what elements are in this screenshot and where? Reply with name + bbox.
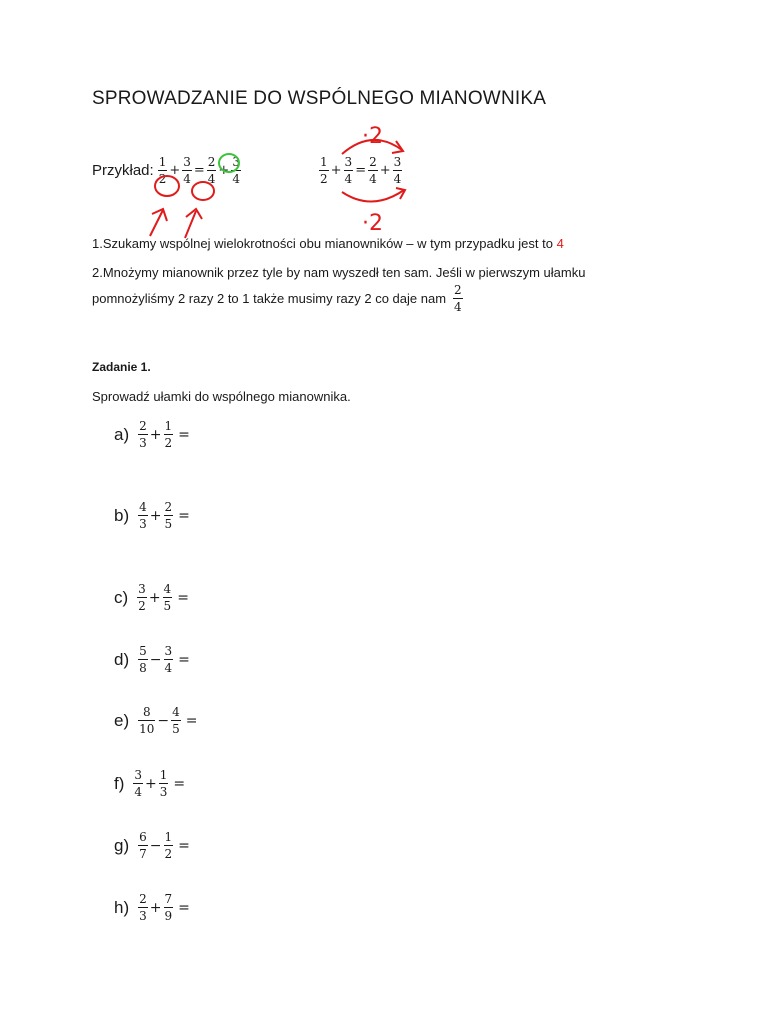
equals-sign: = [178,651,190,668]
fraction-denominator: 2 [320,172,328,186]
fraction-denominator: 4 [369,172,377,186]
equals-sign: = [178,426,190,443]
fraction-numerator: 3 [232,155,240,169]
fraction-numerator: 5 [139,644,147,658]
task-letter: d) [114,649,130,669]
fraction-denominator: 4 [393,172,402,186]
fraction-numerator: 7 [164,892,173,906]
fraction-denominator: 4 [454,300,462,314]
equals-sign: = [178,507,190,524]
fraction [368,156,378,185]
fraction-denominator: 4 [344,172,353,186]
fraction [393,156,403,185]
task-item [114,706,198,735]
fraction-denominator: 7 [139,847,147,861]
fraction-denominator: 2 [158,172,167,186]
fraction-denominator: 3 [139,517,147,531]
operator: + [218,163,230,178]
red-curve-arrow-top [342,140,402,154]
fraction-denominator: 5 [164,517,173,531]
fraction-denominator: 4 [134,785,143,799]
fraction-numerator: 2 [369,155,377,169]
fraction-numerator: 1 [158,155,167,169]
fraction-denominator: 8 [139,661,147,675]
equals-sign: = [185,712,198,729]
operator: = [355,163,367,178]
fraction-numerator: 6 [139,830,147,844]
operator: − [149,837,162,854]
fraction-numerator: 3 [138,582,146,596]
fraction [158,156,168,185]
fraction [164,420,174,449]
task-letter: b) [114,505,130,525]
fraction-denominator: 10 [139,722,155,736]
equals-sign: = [178,899,190,916]
fraction [138,501,148,530]
explanation-line-1 [92,236,564,251]
task-item [114,769,185,798]
fraction-numerator: 1 [164,830,173,844]
fraction-numerator: 2 [139,419,147,433]
equals-sign: = [178,837,190,854]
explanation-fraction [453,284,463,313]
operator: + [379,163,391,178]
red-curve-arrow-bottom [342,190,404,202]
task-letter: c) [114,587,129,607]
fraction-denominator: 2 [138,599,146,613]
fraction-numerator: 8 [142,705,151,719]
task-item [114,501,190,530]
explanation-highlight: 4 [556,236,564,251]
fraction-denominator: 2 [164,436,173,450]
example-left-expression [157,156,242,185]
fraction-denominator: 9 [164,909,173,923]
task-item [114,583,189,612]
fraction [207,156,217,185]
equals-sign: = [177,589,189,606]
explanation-line-1-text: 1.Szukamy wspólnej wielokrotności obu mianowników – w tym przypadku jest to [92,236,557,251]
fraction [231,156,241,185]
fraction-numerator: 3 [164,644,173,658]
fraction [138,706,155,735]
operator: + [145,775,157,792]
fraction [137,583,147,612]
red-arrow-mark [152,209,167,221]
fraction-numerator: 3 [344,155,353,169]
annotation-top: ·2 [362,124,383,149]
task-letter: e) [114,710,130,730]
fraction-numerator: 4 [172,705,180,719]
fraction [159,769,169,798]
red-arrow-mark [396,188,405,199]
fraction-denominator: 4 [183,172,191,186]
example-right-expression [318,156,403,185]
red-arrow-mark [392,141,403,153]
explanation-line-2: 2.Mnożymy mianownik przez tyle by nam wyszedł ten sam. Jeśli w pierwszym ułamku [92,265,586,280]
fraction [319,156,329,185]
fraction-numerator: 3 [393,155,402,169]
operator: − [157,712,170,729]
fraction-numerator: 1 [164,419,173,433]
equals-sign: = [173,775,186,792]
fraction-numerator: 2 [164,500,173,514]
task-instruction: Sprowadź ułamki do wspólnego mianownika. [92,389,351,404]
fraction-numerator: 2 [139,892,147,906]
fraction-denominator: 3 [159,785,168,799]
fraction-denominator: 4 [232,172,240,186]
red-arrow-mark [186,209,202,219]
fraction [138,893,148,922]
fraction-numerator: 1 [159,768,168,782]
task-letter: a) [114,424,130,444]
fraction [164,645,174,674]
operator: − [149,651,162,668]
task-letter: h) [114,897,130,917]
task-letter: f) [114,773,125,793]
fraction-denominator: 3 [139,909,147,923]
operator: + [330,163,342,178]
fraction [164,893,174,922]
operator: + [148,589,161,606]
operator: + [169,163,181,178]
fraction [171,706,181,735]
fraction-numerator: 3 [183,155,191,169]
red-arrow-mark [150,210,163,236]
task-heading: Zadanie 1. [92,360,151,374]
task-letter: g) [114,835,130,855]
fraction-numerator: 1 [320,155,328,169]
fraction [182,156,192,185]
fraction-denominator: 5 [172,722,180,736]
operator: + [149,426,162,443]
fraction-denominator: 3 [139,436,147,450]
fraction [138,831,148,860]
fraction-numerator: 4 [163,582,172,596]
fraction [164,831,174,860]
fraction [138,420,148,449]
fraction-denominator: 4 [164,661,173,675]
fraction-numerator: 2 [454,283,462,297]
task-item [114,831,190,860]
fraction-numerator: 4 [139,500,147,514]
task-item [114,645,190,674]
fraction-numerator: 3 [134,768,143,782]
annotation-bottom: ·2 [362,211,383,236]
fraction-numerator: 2 [207,155,216,169]
fraction [133,769,143,798]
explanation-line-3-text: pomnożyliśmy 2 razy 2 to 1 także musimy razy 2 co daje nam [92,291,447,306]
example-label: Przykład: [92,162,154,179]
operator: + [149,507,162,524]
task-item [114,893,190,922]
operator: + [149,899,162,916]
example-left [92,156,242,185]
page-title: SPROWADZANIE DO WSPÓLNEGO MIANOWNIKA [92,88,547,109]
fraction-denominator: 4 [207,172,216,186]
red-arrow-mark [185,211,196,238]
explanation-line-3 [92,284,464,313]
fraction-denominator: 5 [163,599,172,613]
task-item [114,420,190,449]
fraction [163,583,173,612]
fraction-denominator: 2 [164,847,173,861]
fraction [138,645,148,674]
operator: = [193,163,205,178]
fraction [164,501,174,530]
fraction [344,156,354,185]
